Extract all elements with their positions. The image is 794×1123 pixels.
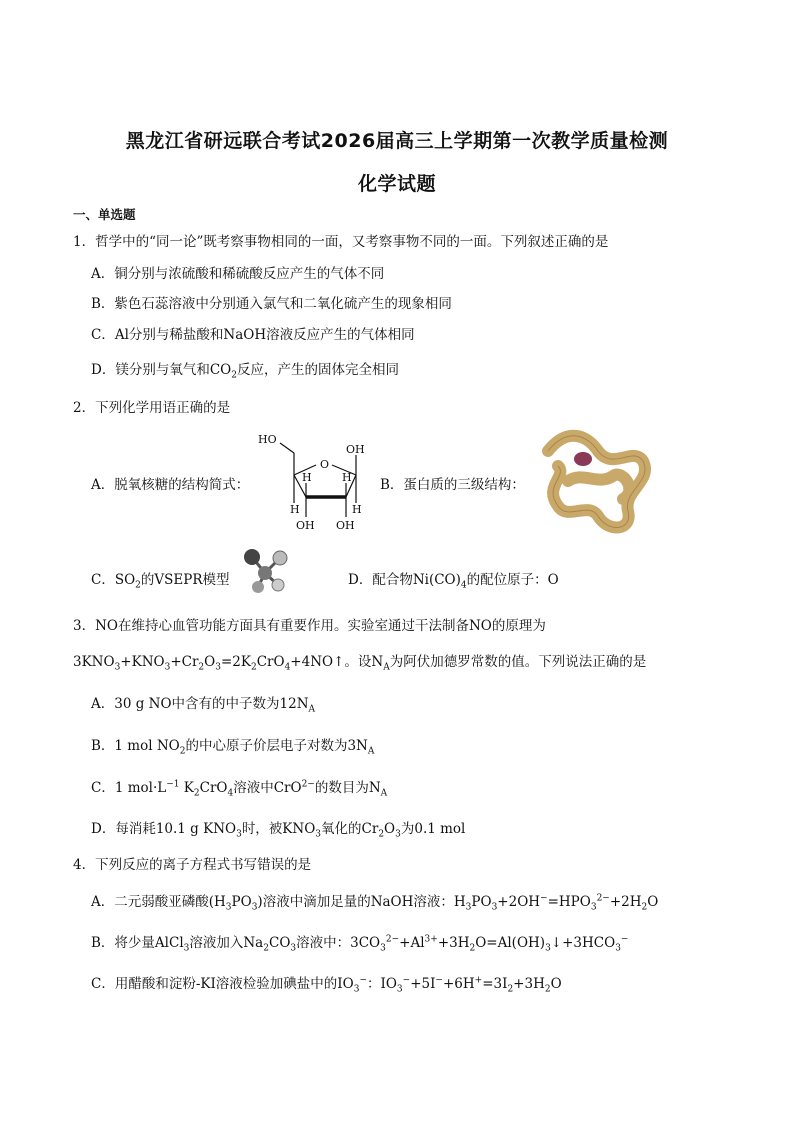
text: O bbox=[647, 894, 659, 910]
subscript: 3 bbox=[353, 984, 360, 995]
q1-option-b: B．紫色石蕊溶液中分别通入氯气和二氧化硫产生的现象相同 bbox=[91, 296, 452, 312]
subscript: 4 bbox=[227, 788, 234, 799]
label-oh-right: OH bbox=[346, 443, 365, 456]
text: PO bbox=[471, 894, 492, 910]
subscript: A bbox=[383, 662, 390, 673]
q3-stem: 3．NO在维持心血管功能方面具有重要作用。实验室通过干法制备NO的原理为 bbox=[73, 618, 546, 634]
q3-option-b bbox=[91, 734, 375, 757]
text: A．二元弱酸亚磷酸(H bbox=[91, 894, 226, 910]
q2-option-b: B．蛋白质的三级结构： bbox=[380, 477, 525, 493]
text: CO bbox=[268, 935, 291, 951]
text: +5I bbox=[410, 976, 436, 992]
text: 的中心原子价层电子对数为3N bbox=[185, 738, 368, 754]
subscript: 3 bbox=[465, 902, 472, 913]
subscript: 3 bbox=[251, 902, 258, 913]
text: C．用醋酸和淀粉-KI溶液检验加碘盐中的IO bbox=[91, 976, 354, 992]
subscript: 3 bbox=[236, 829, 242, 840]
q1-stem: 1．哲学中的“同一论”既考察事物相同的一面，又考察事物不同的一面。下列叙述正确的是 bbox=[73, 234, 609, 250]
subscript: 4 bbox=[284, 662, 291, 673]
label-h-left: H bbox=[302, 471, 312, 484]
subscript: 2 bbox=[641, 902, 648, 913]
subscript: 3 bbox=[545, 943, 551, 954]
deoxyribose-structure bbox=[250, 425, 375, 535]
text: +3H bbox=[437, 935, 470, 951]
label-oh-bl: OH bbox=[296, 519, 315, 532]
text: D．每消耗10.1 g KNO bbox=[91, 821, 237, 837]
label-h-bl: H bbox=[290, 503, 300, 516]
subscript: A bbox=[380, 788, 388, 799]
superscript: −1 bbox=[166, 779, 180, 790]
text: ↓+3HCO bbox=[550, 935, 616, 951]
label-oh-br: OH bbox=[336, 519, 355, 532]
subscript: 3 bbox=[395, 829, 401, 840]
superscript: 3+ bbox=[424, 934, 438, 945]
subscript: A bbox=[308, 704, 316, 715]
text: +6H bbox=[442, 976, 475, 992]
text: B．1 mol NO bbox=[91, 738, 180, 754]
superscript: + bbox=[474, 975, 483, 986]
q1-option-a: A．铜分别与浓硫酸和稀硫酸反应产生的气体不同 bbox=[91, 266, 385, 282]
text: C．SO bbox=[91, 572, 136, 588]
q3-option-d bbox=[91, 817, 466, 840]
text: B．将少量AlCl bbox=[91, 935, 184, 951]
superscript: − bbox=[402, 975, 411, 986]
subscript: 2 bbox=[198, 662, 205, 673]
text: )溶液中滴加足量的NaOH溶液：H bbox=[257, 894, 466, 910]
subscript: 3 bbox=[315, 829, 322, 840]
subscript: 3 bbox=[396, 984, 403, 995]
label-h-br: H bbox=[352, 503, 362, 516]
subscript: 2 bbox=[135, 580, 141, 591]
text: 反应，产生的固体完全相同 bbox=[236, 362, 399, 378]
superscript: − bbox=[359, 975, 367, 986]
subscript: 3 bbox=[225, 902, 232, 913]
superscript: − bbox=[620, 934, 629, 945]
text: +KNO bbox=[120, 654, 165, 670]
text: 为0.1 mol bbox=[400, 821, 466, 837]
q3-option-c bbox=[91, 776, 388, 799]
q2-stem: 2．下列化学用语正确的是 bbox=[73, 400, 231, 416]
text: PO bbox=[231, 894, 252, 910]
text: O bbox=[550, 976, 562, 992]
text: ：IO bbox=[367, 976, 397, 992]
vsepr-model-image bbox=[238, 545, 293, 595]
subscript: 2 bbox=[193, 788, 200, 799]
subscript: 3 bbox=[215, 662, 221, 673]
text: +4NO↑ bbox=[290, 654, 345, 670]
text: A．30 g NO中含有的中子数为12N bbox=[91, 696, 309, 712]
subscript: 2 bbox=[231, 370, 237, 381]
subscript: 2 bbox=[507, 984, 514, 995]
exam-subtitle: 化学试题 bbox=[357, 173, 436, 195]
text: +2H bbox=[609, 894, 642, 910]
q4-option-c bbox=[91, 972, 562, 995]
subscript: 3 bbox=[380, 943, 386, 954]
text: +Cr bbox=[170, 654, 199, 670]
text: K bbox=[179, 780, 194, 796]
superscript: − bbox=[540, 893, 548, 904]
q1-option-d bbox=[91, 358, 399, 381]
subscript: 3 bbox=[491, 902, 498, 913]
label-o-ring: O bbox=[320, 458, 330, 471]
subscript: 2 bbox=[179, 746, 186, 757]
text: =3I bbox=[482, 976, 508, 992]
superscript: − bbox=[435, 975, 443, 986]
text: +3H bbox=[513, 976, 545, 992]
subscript: 3 bbox=[590, 902, 597, 913]
q2-option-a: A．脱氧核糖的结构简式： bbox=[91, 477, 250, 493]
subscript: 3 bbox=[290, 943, 297, 954]
q1-option-c: C．Al分别与稀盐酸和NaOH溶液反应产生的气体相同 bbox=[91, 327, 415, 343]
text: 时，被KNO bbox=[241, 821, 316, 837]
section-heading: 一、单选题 bbox=[73, 207, 136, 222]
subscript: 3 bbox=[183, 943, 190, 954]
superscript: 2− bbox=[385, 934, 400, 945]
text: 的配位原子：O bbox=[466, 572, 559, 588]
q4-option-b bbox=[91, 931, 629, 954]
exam-title: 黑龙江省研远联合考试2026届高三上学期第一次教学质量检测 bbox=[125, 130, 669, 152]
q4-stem: 4．下列反应的离子方程式书写错误的是 bbox=[73, 857, 312, 873]
subscript: 3 bbox=[164, 662, 171, 673]
subscript: 2 bbox=[263, 943, 269, 954]
q2-option-d bbox=[348, 568, 559, 591]
text: 的VSEPR模型 bbox=[140, 572, 230, 588]
text: CrO bbox=[256, 654, 285, 670]
subscript: 2 bbox=[544, 984, 551, 995]
text: 氧化的Cr bbox=[321, 821, 379, 837]
q3-equation bbox=[73, 650, 647, 673]
subscript: A bbox=[367, 746, 375, 757]
text: 溶液中CrO bbox=[233, 780, 302, 796]
subscript: 2 bbox=[378, 829, 385, 840]
q2-option-c bbox=[91, 568, 230, 591]
text: +2OH bbox=[497, 894, 541, 910]
label-h-right: H bbox=[342, 471, 352, 484]
subscript: 3 bbox=[114, 662, 121, 673]
superscript: 2− bbox=[301, 779, 315, 790]
subscript: 2 bbox=[469, 943, 476, 954]
text: 3KNO bbox=[73, 654, 115, 670]
text: O bbox=[384, 821, 396, 837]
superscript: 2− bbox=[596, 893, 610, 904]
text: 。设N bbox=[344, 654, 384, 670]
label-ho: HO bbox=[258, 433, 277, 446]
text: =2K bbox=[220, 654, 251, 670]
text: O=Al(OH) bbox=[475, 935, 546, 951]
subscript: 4 bbox=[460, 580, 467, 591]
text: 溶液加入Na bbox=[189, 935, 264, 951]
text: D．配合物Ni(CO) bbox=[348, 572, 461, 588]
text: 为阿伏加德罗常数的值。下列说法正确的是 bbox=[389, 654, 647, 670]
text: CrO bbox=[199, 780, 228, 796]
protein-tertiary-structure-image bbox=[528, 421, 658, 541]
text: 溶液中：3CO bbox=[296, 935, 381, 951]
q4-option-a bbox=[91, 890, 659, 913]
text: 的数目为N bbox=[314, 780, 381, 796]
subscript: 2 bbox=[250, 662, 257, 673]
q3-option-a bbox=[91, 692, 316, 715]
text: O bbox=[204, 654, 216, 670]
text: D．镁分别与氧气和CO bbox=[91, 362, 232, 378]
text: +Al bbox=[399, 935, 425, 951]
text: C．1 mol·L bbox=[91, 780, 167, 796]
text: =HPO bbox=[547, 894, 591, 910]
subscript: 3 bbox=[615, 943, 621, 954]
